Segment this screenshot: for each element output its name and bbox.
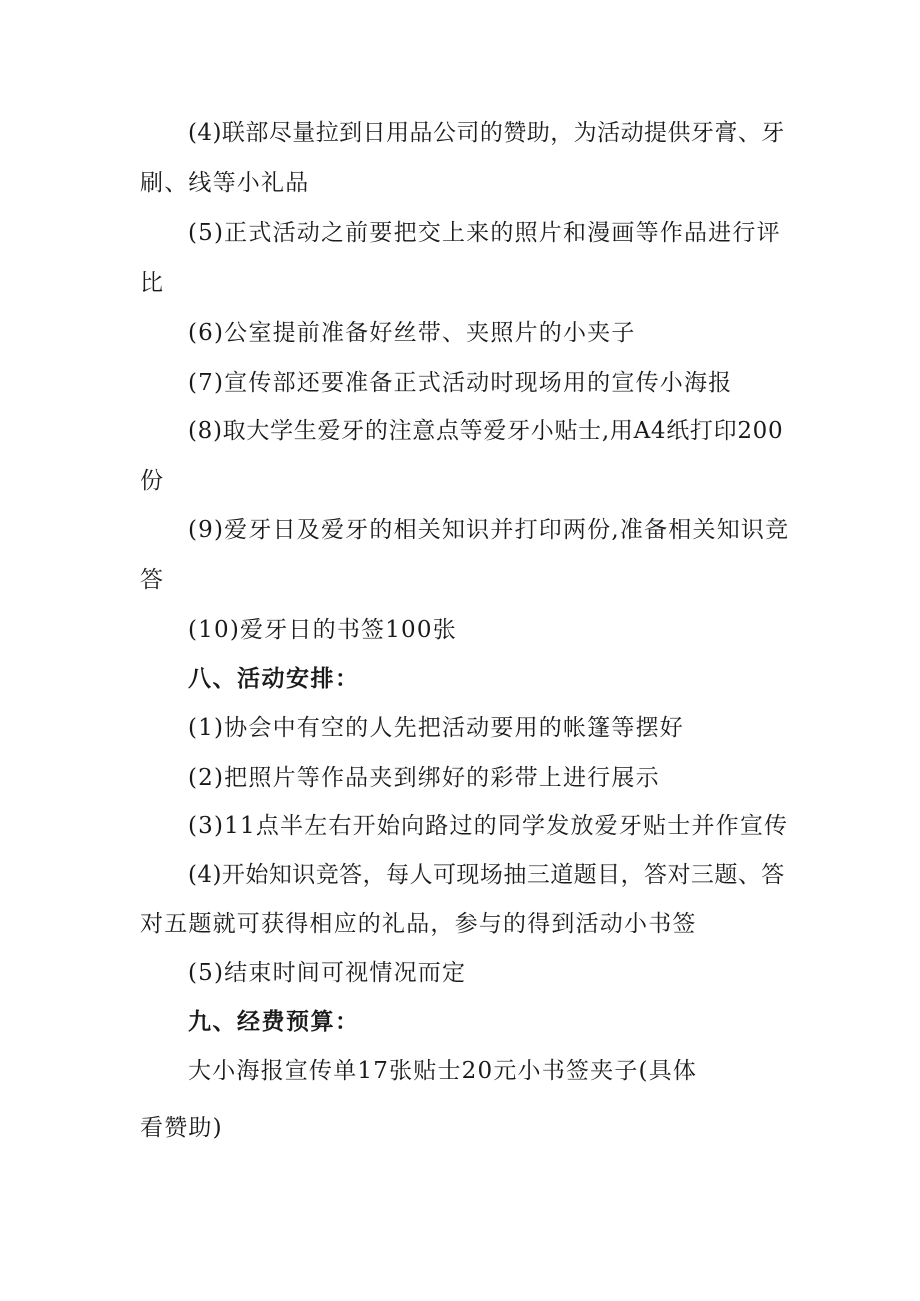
list-item-a4-line1: (4)联部尽量拉到日用品公司的赞助，为活动提供牙膏、牙 bbox=[188, 120, 785, 146]
list-item-a8-line2: 份 bbox=[140, 468, 165, 494]
list-item-a9-line1: (9)爱牙日及爱牙的相关知识并打印两份,准备相关知识竞 bbox=[188, 517, 790, 543]
list-item-b5: (5)结束时间可视情况而定 bbox=[188, 960, 467, 986]
section-9-heading: 九、经费预算： bbox=[188, 1009, 360, 1035]
list-item-b2: (2)把照片等作品夹到绑好的彩带上进行展示 bbox=[188, 765, 660, 791]
list-item-a9-line2: 答 bbox=[140, 567, 165, 593]
list-item-a7: (7)宣传部还要准备正式活动时现场用的宣传小海报 bbox=[188, 370, 733, 396]
section-8-heading: 八、活动安排： bbox=[188, 666, 360, 692]
list-item-a10: (10)爱牙日的书签100张 bbox=[188, 617, 457, 643]
list-item-a6: (6)公室提前准备好丝带、夹照片的小夹子 bbox=[188, 320, 636, 346]
list-item-b4-line1: (4)开始知识竞答，每人可现场抽三道题目，答对三题、答 bbox=[188, 862, 785, 888]
list-item-b4-line2: 对五题就可获得相应的礼品，参与的得到活动小书签 bbox=[140, 911, 697, 937]
list-item-a4-line2: 刷、线等小礼品 bbox=[140, 170, 310, 196]
list-item-b3: (3)11点半左右开始向路过的同学发放爱牙贴士并作宣传 bbox=[188, 813, 789, 839]
budget-line1: 大小海报宣传单17张贴士20元小书签夹子(具体 bbox=[188, 1058, 698, 1084]
list-item-a8-line1: (8)取大学生爱牙的注意点等爱牙小贴士,用A4纸打印200 bbox=[188, 418, 784, 444]
budget-line2: 看赞助) bbox=[140, 1115, 223, 1141]
list-item-b1: (1)协会中有空的人先把活动要用的帐篷等摆好 bbox=[188, 715, 684, 741]
list-item-a5-line1: (5)正式活动之前要把交上来的照片和漫画等作品进行评 bbox=[188, 220, 781, 246]
list-item-a5-line2: 比 bbox=[140, 270, 165, 296]
